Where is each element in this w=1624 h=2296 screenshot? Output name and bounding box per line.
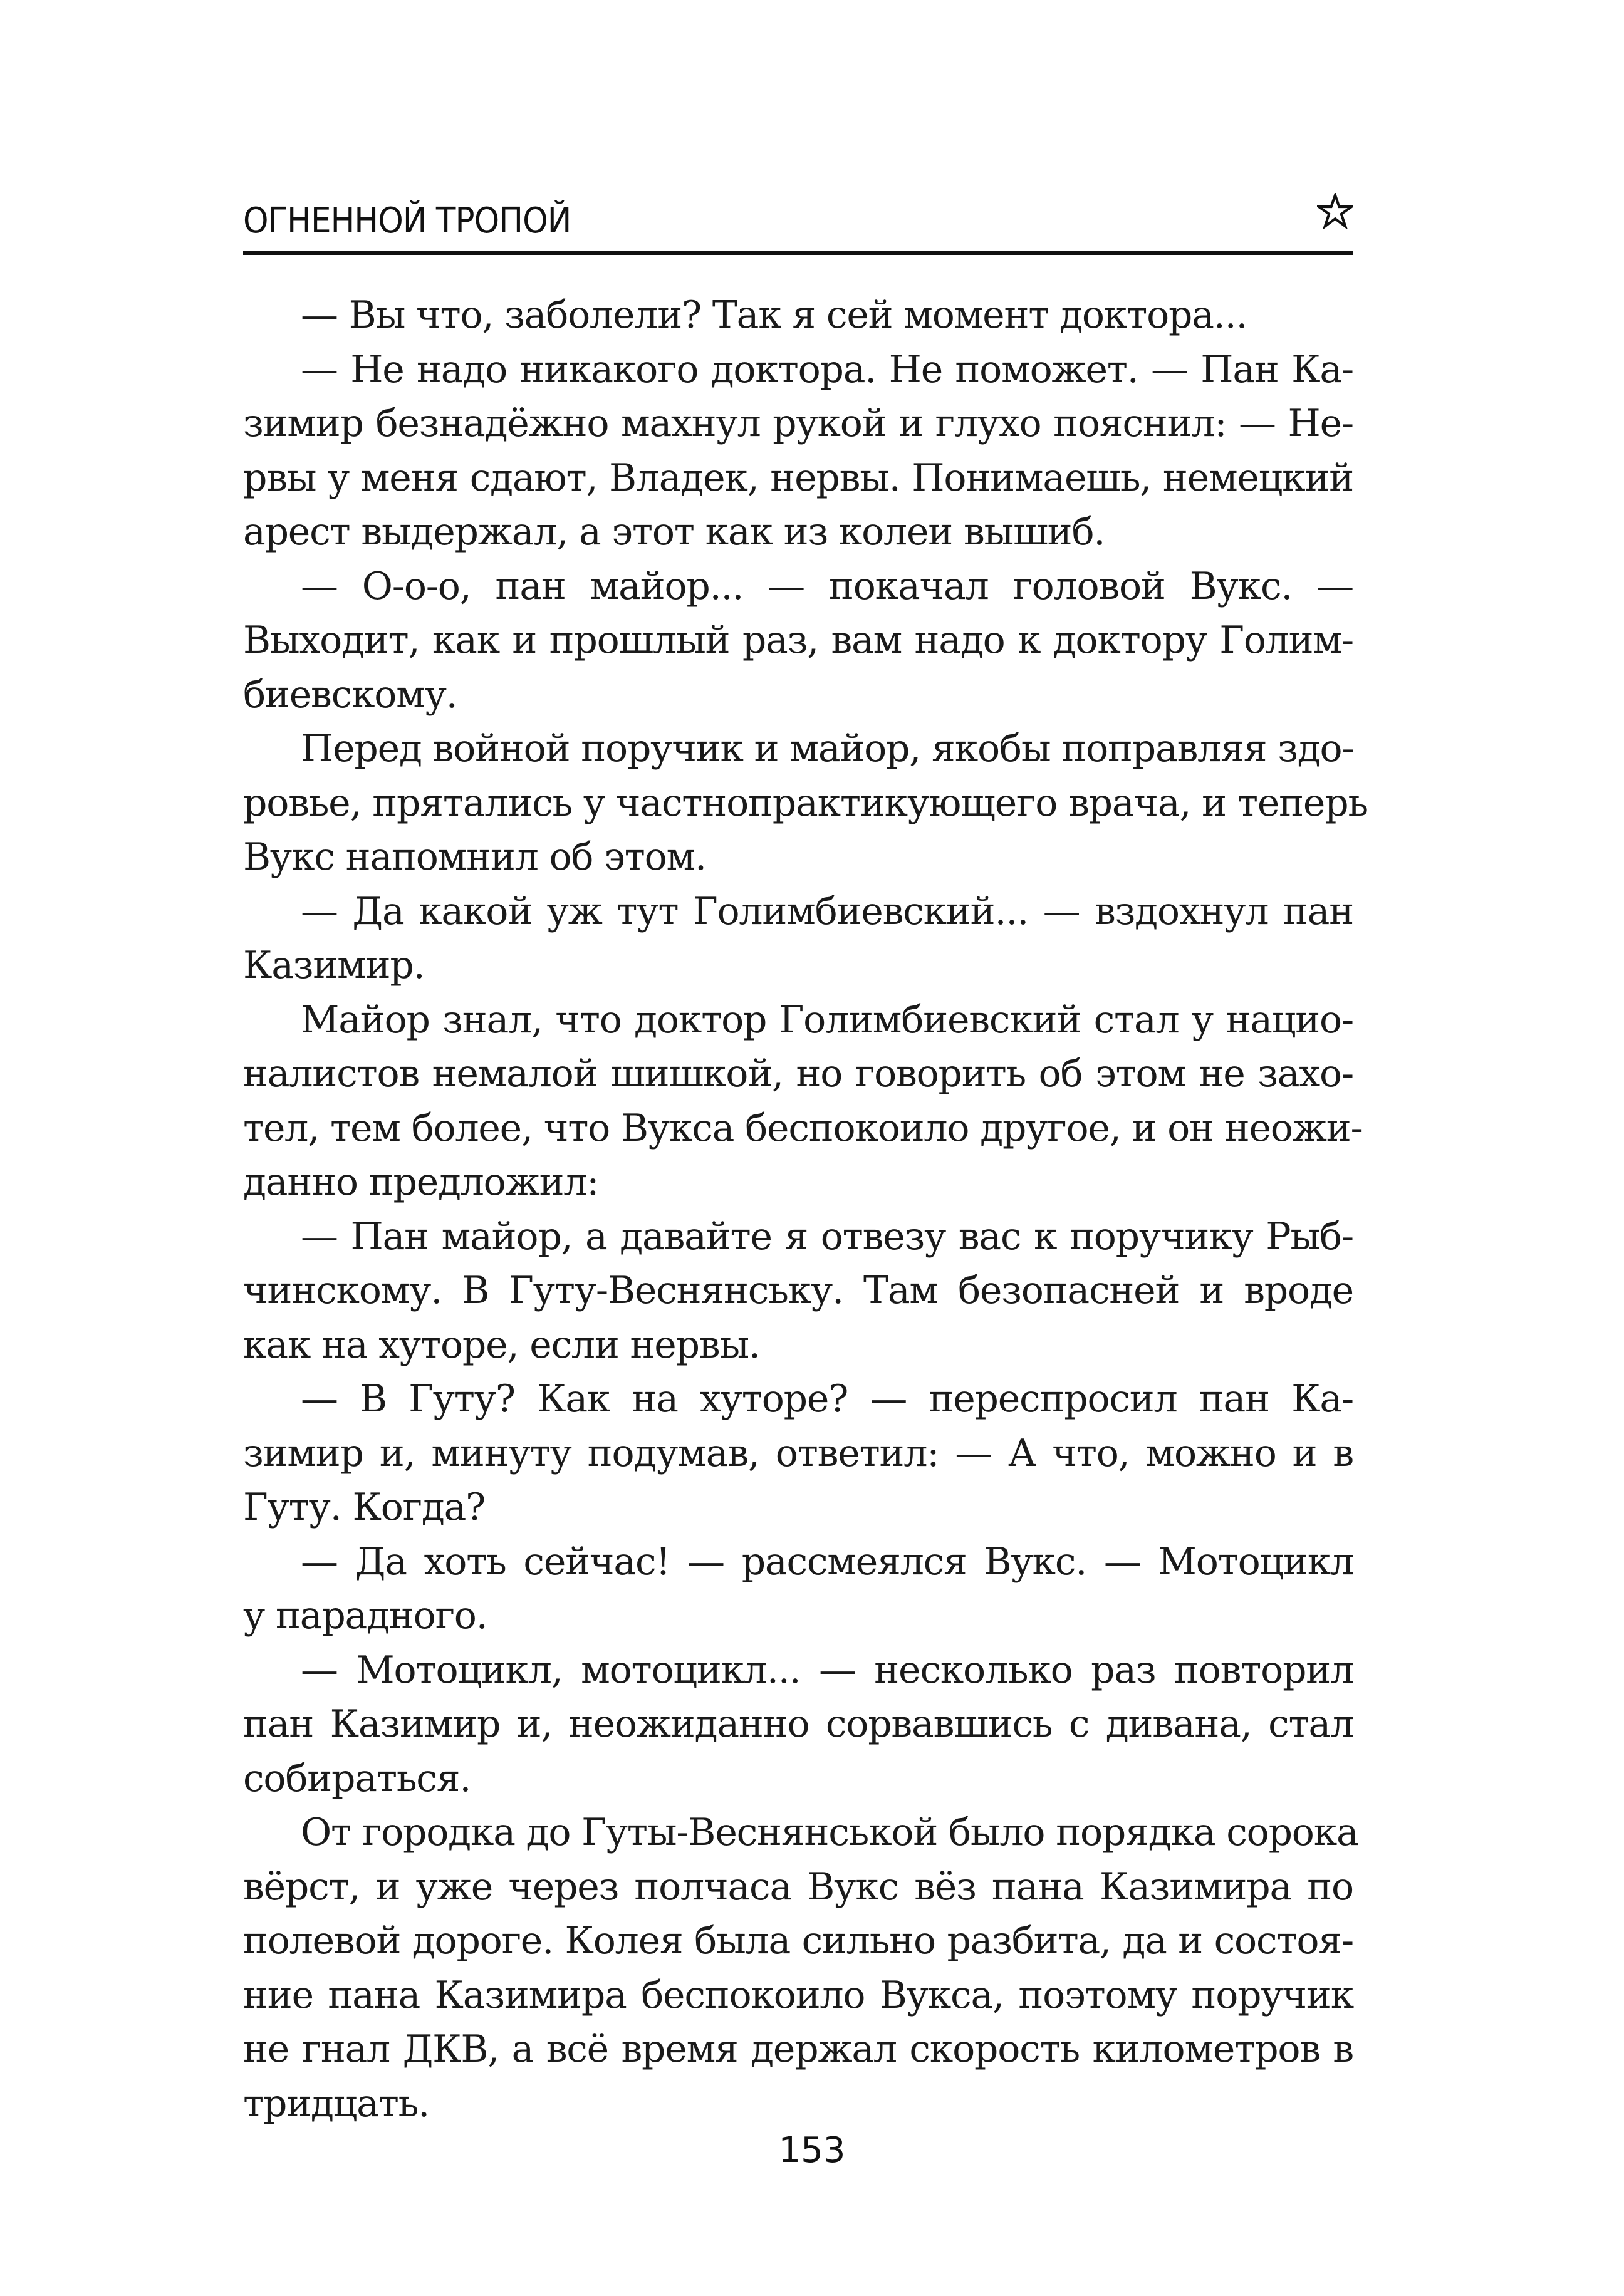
text-line: Гуту. Когда? xyxy=(243,1485,486,1529)
text-line: ровье, прятались у частнопрактикующего врача, и теперь xyxy=(243,781,1368,825)
text-line: вёрст, и уже через полчаса Вукс вёз пана Казимира по xyxy=(243,1864,1353,1909)
page-number: 153 xyxy=(778,2130,846,2171)
text-line: данно предложил: xyxy=(243,1160,599,1204)
text-line: тел, тем более, что Вукса беспокоило другое, и он неожи- xyxy=(243,1106,1363,1150)
text-line: чинскому. В Гуту-Веснянську. Там безопасней и вроде xyxy=(243,1269,1353,1312)
text-line: собираться. xyxy=(243,1756,471,1800)
text-line: — Вы что, заболели? Так я сей момент доктора... xyxy=(301,293,1247,337)
paragraph xyxy=(243,1643,1353,1806)
text-line: пан Казимир и, неожиданно сорвавшись с дивана, стал xyxy=(243,1702,1353,1746)
text-line: — Не надо никакого доктора. Не поможет. — Пан Ка- xyxy=(301,347,1353,392)
paragraph xyxy=(243,559,1353,722)
text-line: — О-о-о, пан майор... — покачал головой Вукс. — xyxy=(301,564,1353,608)
text-line: тридцать. xyxy=(243,2081,430,2126)
text-line: налистов немалой шишкой, но говорить об этом не захо- xyxy=(243,1052,1353,1096)
text-line: — Да хоть сейчас! — рассмеялся Вукс. — Мотоцикл xyxy=(301,1539,1353,1584)
paragraph xyxy=(243,993,1363,1210)
paragraph xyxy=(243,1210,1353,1373)
text-line: арест выдержал, а этот как из колеи вышиб. xyxy=(243,510,1105,554)
text-line: — Пан майор, а давайте я отвезу вас к поручику Рыб- xyxy=(301,1214,1353,1259)
running-header xyxy=(243,188,1353,255)
text-line: как на хуторе, если нервы. xyxy=(243,1322,760,1367)
text-line: полевой дороге. Колея была сильно разбита, да и состоя- xyxy=(243,1919,1353,1963)
paragraph xyxy=(243,1372,1353,1535)
text-line: Вукс напомнил об этом. xyxy=(243,835,706,879)
paragraph xyxy=(243,343,1353,559)
text-line: Перед войной поручик и майор, якобы поправляя здо- xyxy=(301,727,1354,771)
text-line: — В Гуту? Как на хуторе? — переспросил пан Ка- xyxy=(301,1377,1353,1421)
star-outline-icon xyxy=(1317,193,1353,229)
paragraph xyxy=(243,885,1353,993)
text-line: биевскому. xyxy=(243,672,457,717)
paragraph xyxy=(243,1535,1353,1643)
body-text xyxy=(243,288,1368,2131)
text-line: у парадного. xyxy=(243,1594,487,1638)
text-line: Казимир. xyxy=(243,943,425,987)
text-line: не гнал ДКВ, а всё время держал скорость километров в xyxy=(243,2027,1353,2071)
text-line: зимир и, минуту подумав, ответил: — А что, можно и в xyxy=(243,1431,1353,1475)
text-line: — Мотоцикл, мотоцикл... — несколько раз повторил xyxy=(301,1648,1353,1692)
text-line: зимир безнадёжно махнул рукой и глухо пояснил: — Не- xyxy=(243,402,1353,445)
paragraph xyxy=(243,722,1368,885)
paragraph xyxy=(243,288,1353,343)
text-line: Майор знал, что доктор Голимбиевский стал у нацио- xyxy=(301,997,1353,1042)
paragraph xyxy=(243,1805,1358,2131)
text-line: рвы у меня сдают, Владек, нервы. Понимаешь, немецкий xyxy=(243,455,1353,500)
running-title: ОГНЕННОЙ ТРОПОЙ xyxy=(243,200,571,241)
text-line: Выходит, как и прошлый раз, вам надо к доктору Голим- xyxy=(243,618,1353,662)
text-line: От городка до Гуты-Веснянськой было порядка сорока xyxy=(301,1810,1358,1854)
text-line: — Да какой уж тут Голимбиевский... — вздохнул пан xyxy=(301,889,1353,933)
text-line: ние пана Казимира беспокоило Вукса, поэтому поручик xyxy=(243,1973,1353,2017)
